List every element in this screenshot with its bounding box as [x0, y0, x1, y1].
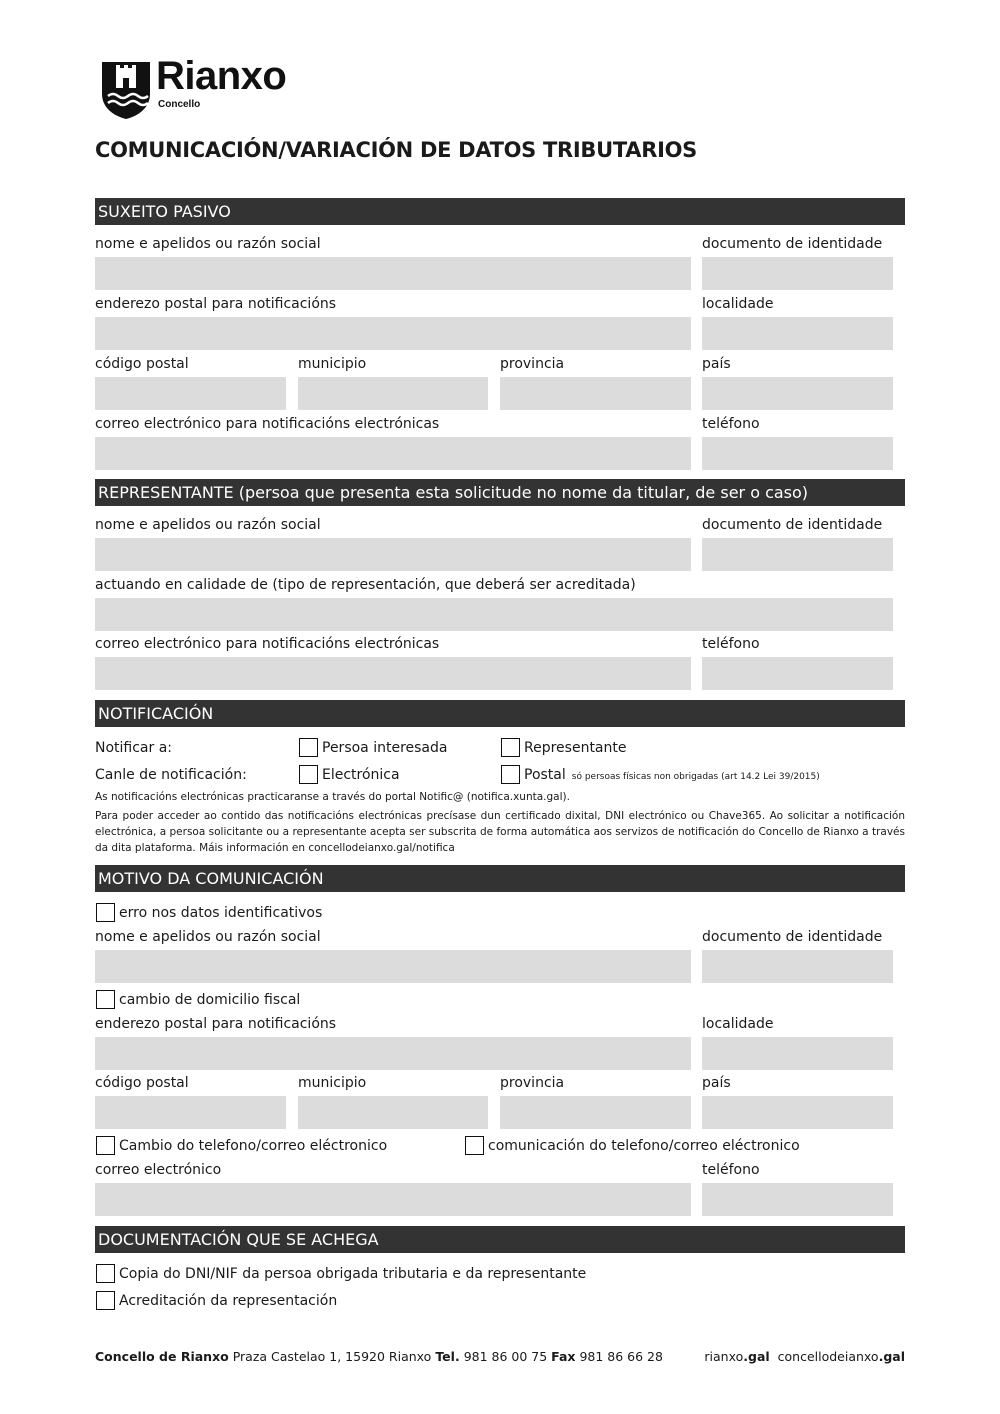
- motivo-municipio-label: municipio: [298, 1075, 367, 1091]
- section-suxeito-pasivo: SUXEITO PASIVO: [95, 198, 905, 225]
- suxeito-municipio-label: municipio: [298, 356, 367, 372]
- page-title: COMUNICACIÓN/VARIACIÓN DE DATOS TRIBUTARIOS: [95, 138, 697, 162]
- footer-fax-label: Fax: [551, 1349, 576, 1364]
- section-representante: REPRESENTANTE (persoa que presenta esta solicitude no nome da titular, de ser o caso): [95, 479, 905, 506]
- cambio-telefono-label: Cambio do telefono/correo eléctronico: [119, 1138, 388, 1154]
- erro-checkbox[interactable]: [96, 903, 115, 922]
- cambio-domicilio-label: cambio de domicilio fiscal: [119, 992, 301, 1008]
- comunicacion-telefono-label: comunicación do telefono/correo eléctronico: [488, 1138, 800, 1154]
- representante-checkbox[interactable]: [501, 738, 520, 757]
- suxeito-cp-input[interactable]: [95, 377, 286, 410]
- footer-site-2-tld: .gal: [878, 1349, 905, 1364]
- motivo-localidade-input[interactable]: [702, 1037, 893, 1070]
- motivo-nome-input[interactable]: [95, 950, 691, 983]
- suxeito-enderezo-label: enderezo postal para notificacións: [95, 296, 337, 312]
- motivo-pais-label: país: [702, 1075, 731, 1091]
- motivo-enderezo-label: enderezo postal para notificacións: [95, 1016, 337, 1032]
- motivo-documento-input[interactable]: [702, 950, 893, 983]
- motivo-cp-label: código postal: [95, 1075, 189, 1091]
- motivo-documento-label: documento de identidade: [702, 929, 883, 945]
- motivo-provincia-label: provincia: [500, 1075, 565, 1091]
- logo-subtitle: Concello: [158, 99, 201, 110]
- motivo-correo-input[interactable]: [95, 1183, 691, 1216]
- suxeito-correo-input[interactable]: [95, 437, 691, 470]
- footer-fax: 981 86 66 28: [579, 1349, 663, 1364]
- rep-calidade-input[interactable]: [95, 598, 893, 631]
- copia-dni-checkbox[interactable]: [96, 1264, 115, 1283]
- motivo-telefono-label: teléfono: [702, 1162, 760, 1178]
- suxeito-nome-input[interactable]: [95, 257, 691, 290]
- motivo-cp-input[interactable]: [95, 1096, 286, 1129]
- footer-tel: 981 86 00 75: [463, 1349, 548, 1364]
- rep-nome-input[interactable]: [95, 538, 691, 571]
- motivo-municipio-input[interactable]: [298, 1096, 488, 1129]
- motivo-enderezo-input[interactable]: [95, 1037, 691, 1070]
- suxeito-pais-label: país: [702, 356, 731, 372]
- notificacion-info-2: Para poder acceder ao contido das notificacións electrónicas precísase dun certificado dixital, DNI electrónico ou Chave365. Ao solicitar a notificación electrónica, a persoa solicitante ou a representante acepta ser subscrita de forma automática aos servizos de notificación do Concello de Rianxo a través da dita plataforma. Máis información en concellodeianxo.gal/notifica: [95, 810, 905, 854]
- suxeito-provincia-label: provincia: [500, 356, 565, 372]
- postal-option: [524, 767, 820, 783]
- motivo-telefono-input[interactable]: [702, 1183, 893, 1216]
- suxeito-pais-input[interactable]: [702, 377, 893, 410]
- motivo-correo-label: correo electrónico: [95, 1162, 222, 1178]
- postal-checkbox[interactable]: [501, 765, 520, 784]
- persoa-interesada-checkbox[interactable]: [299, 738, 318, 757]
- suxeito-cp-label: código postal: [95, 356, 189, 372]
- notificacion-info-1: As notificacións electrónicas practicaranse a través do portal Notific@ (notifica.xunta.gal).: [95, 791, 570, 803]
- footer-websites: [704, 1349, 905, 1364]
- motivo-localidade-label: localidade: [702, 1016, 774, 1032]
- comunicacion-telefono-checkbox[interactable]: [465, 1136, 484, 1155]
- acreditacion-checkbox[interactable]: [96, 1291, 115, 1310]
- cambio-domicilio-checkbox[interactable]: [96, 990, 115, 1009]
- copia-dni-label: Copia do DNI/NIF da persoa obrigada tributaria e da representante: [119, 1266, 587, 1282]
- rep-documento-input[interactable]: [702, 538, 893, 571]
- footer-tel-label: Tel.: [435, 1349, 460, 1364]
- footer-org: Concello de Rianxo: [95, 1349, 229, 1364]
- persoa-interesada-label: Persoa interesada: [322, 740, 448, 756]
- rep-correo-label: correo electrónico para notificacións electrónicas: [95, 636, 440, 652]
- postal-note: só persoas físicas non obrigadas (art 14.2 Lei 39/2015): [571, 772, 820, 782]
- acreditacion-label: Acreditación da representación: [119, 1293, 338, 1309]
- suxeito-localidade-input[interactable]: [702, 317, 893, 350]
- rep-calidade-label: actuando en calidade de (tipo de representación, que deberá ser acreditada): [95, 577, 636, 593]
- suxeito-municipio-input[interactable]: [298, 377, 488, 410]
- notificar-label: Notificar a:: [95, 740, 173, 756]
- suxeito-correo-label: correo electrónico para notificacións electrónicas: [95, 416, 440, 432]
- representante-label: Representante: [524, 740, 627, 756]
- suxeito-telefono-label: teléfono: [702, 416, 760, 432]
- rep-documento-label: documento de identidade: [702, 517, 883, 533]
- suxeito-enderezo-input[interactable]: [95, 317, 691, 350]
- electronica-checkbox[interactable]: [299, 765, 318, 784]
- footer-site-1[interactable]: [704, 1349, 769, 1364]
- suxeito-provincia-input[interactable]: [500, 377, 691, 410]
- suxeito-documento-label: documento de identidade: [702, 236, 883, 252]
- suxeito-nome-label: nome e apelidos ou razón social: [95, 236, 321, 252]
- canle-label: Canle de notificación:: [95, 767, 247, 783]
- motivo-pais-input[interactable]: [702, 1096, 893, 1129]
- concello-logo: [100, 54, 330, 120]
- cambio-telefono-checkbox[interactable]: [96, 1136, 115, 1155]
- rep-correo-input[interactable]: [95, 657, 691, 690]
- logo-wordmark: Rianxo: [156, 54, 287, 98]
- motivo-provincia-input[interactable]: [500, 1096, 691, 1129]
- motivo-nome-label: nome e apelidos ou razón social: [95, 929, 321, 945]
- section-documentacion: DOCUMENTACIÓN QUE SE ACHEGA: [95, 1226, 905, 1253]
- rep-telefono-label: teléfono: [702, 636, 760, 652]
- rep-nome-label: nome e apelidos ou razón social: [95, 517, 321, 533]
- suxeito-telefono-input[interactable]: [702, 437, 893, 470]
- footer-site-1-tld: .gal: [743, 1349, 770, 1364]
- suxeito-localidade-label: localidade: [702, 296, 774, 312]
- footer-site-1-name: rianxo: [704, 1349, 744, 1364]
- section-notificacion: NOTIFICACIÓN: [95, 700, 905, 727]
- electronica-label: Electrónica: [322, 767, 400, 783]
- section-motivo: MOTIVO DA COMUNICACIÓN: [95, 865, 905, 892]
- erro-label: erro nos datos identificativos: [119, 905, 323, 921]
- footer-address: [95, 1349, 663, 1364]
- postal-label: Postal: [524, 767, 566, 783]
- footer-street: Praza Castelao 1, 15920 Rianxo: [232, 1349, 432, 1364]
- coat-of-arms-icon: [100, 60, 152, 120]
- suxeito-documento-input[interactable]: [702, 257, 893, 290]
- footer-site-2-name: concellodeianxo: [777, 1349, 879, 1364]
- rep-telefono-input[interactable]: [702, 657, 893, 690]
- footer-site-2[interactable]: [778, 1349, 905, 1364]
